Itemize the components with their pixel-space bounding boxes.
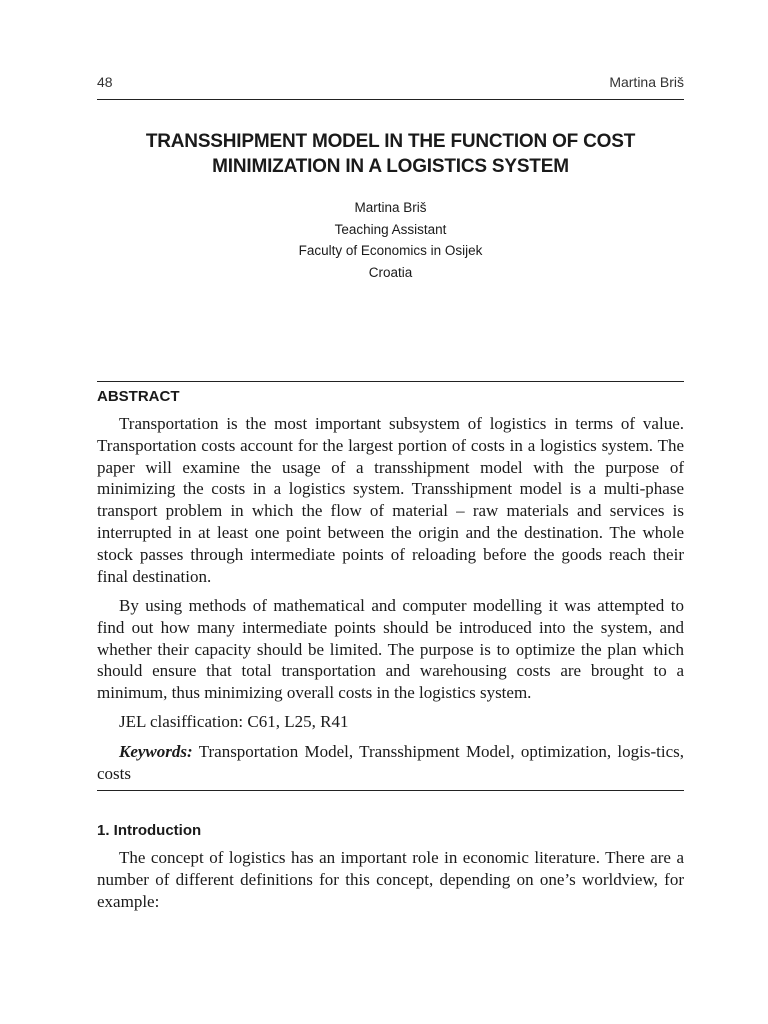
abstract-paragraph-2: By using methods of mathematical and computer modelling it was attempted to find out how many intermediate points should be introduced into the system, and whether their capacity should be limited. The purpose is to optimize the plan which should ensure that total transportation and warehousing costs are brought to a minimum, thus minimizing overall costs in the logistics system. [97, 596, 684, 703]
author-affiliation: Faculty of Economics in Osijek [298, 243, 483, 258]
introduction-heading: 1. Introduction [97, 822, 202, 839]
abstract-heading: ABSTRACT [97, 388, 180, 405]
keywords-text: Transportation Model, Transshipment Model, optimization, logis-tics, costs [97, 742, 684, 783]
keywords [97, 741, 684, 785]
introduction-paragraph-1: The concept of logistics has an important role in economic literature. There are a number of different definitions for this concept, depending on one’s worldview, for example: [97, 848, 684, 911]
paper-title [97, 129, 684, 179]
title-line-2: MINIMIZATION IN A LOGISTICS SYSTEM [212, 156, 569, 177]
title-line-1: TRANSSHIPMENT MODEL IN THE FUNCTION OF COST [145, 131, 636, 152]
header-rule [97, 99, 684, 100]
abstract-top-rule [97, 381, 684, 382]
page-number: 48 [97, 74, 113, 90]
running-head [97, 74, 684, 94]
author-position: Teaching Assistant [334, 221, 447, 237]
author-name: Martina Briš [354, 200, 427, 215]
author-country: Croatia [368, 264, 413, 280]
author-block [97, 197, 684, 283]
jel-classification: JEL clasiffication: C61, L25, R41 [119, 712, 349, 731]
keywords-label: Keywords: [119, 742, 193, 761]
running-author: Martina Briš [609, 74, 684, 90]
abstract-paragraph-1: Transportation is the most important subsystem of logistics in terms of value. Transportation costs account for the largest portion of costs in a logistics system. The paper will examine the usage of a transshipment model with the purpose of minimizing the costs in a logistics system. Transshipment model is a multi-phase transport problem in which the flow of material – raw materials and services is interrupted in at least one point between the origin and the destination. The whole stock passes through intermediate points of reloading before the goods reach their final destination. [97, 414, 684, 586]
abstract-bottom-rule [97, 790, 684, 791]
